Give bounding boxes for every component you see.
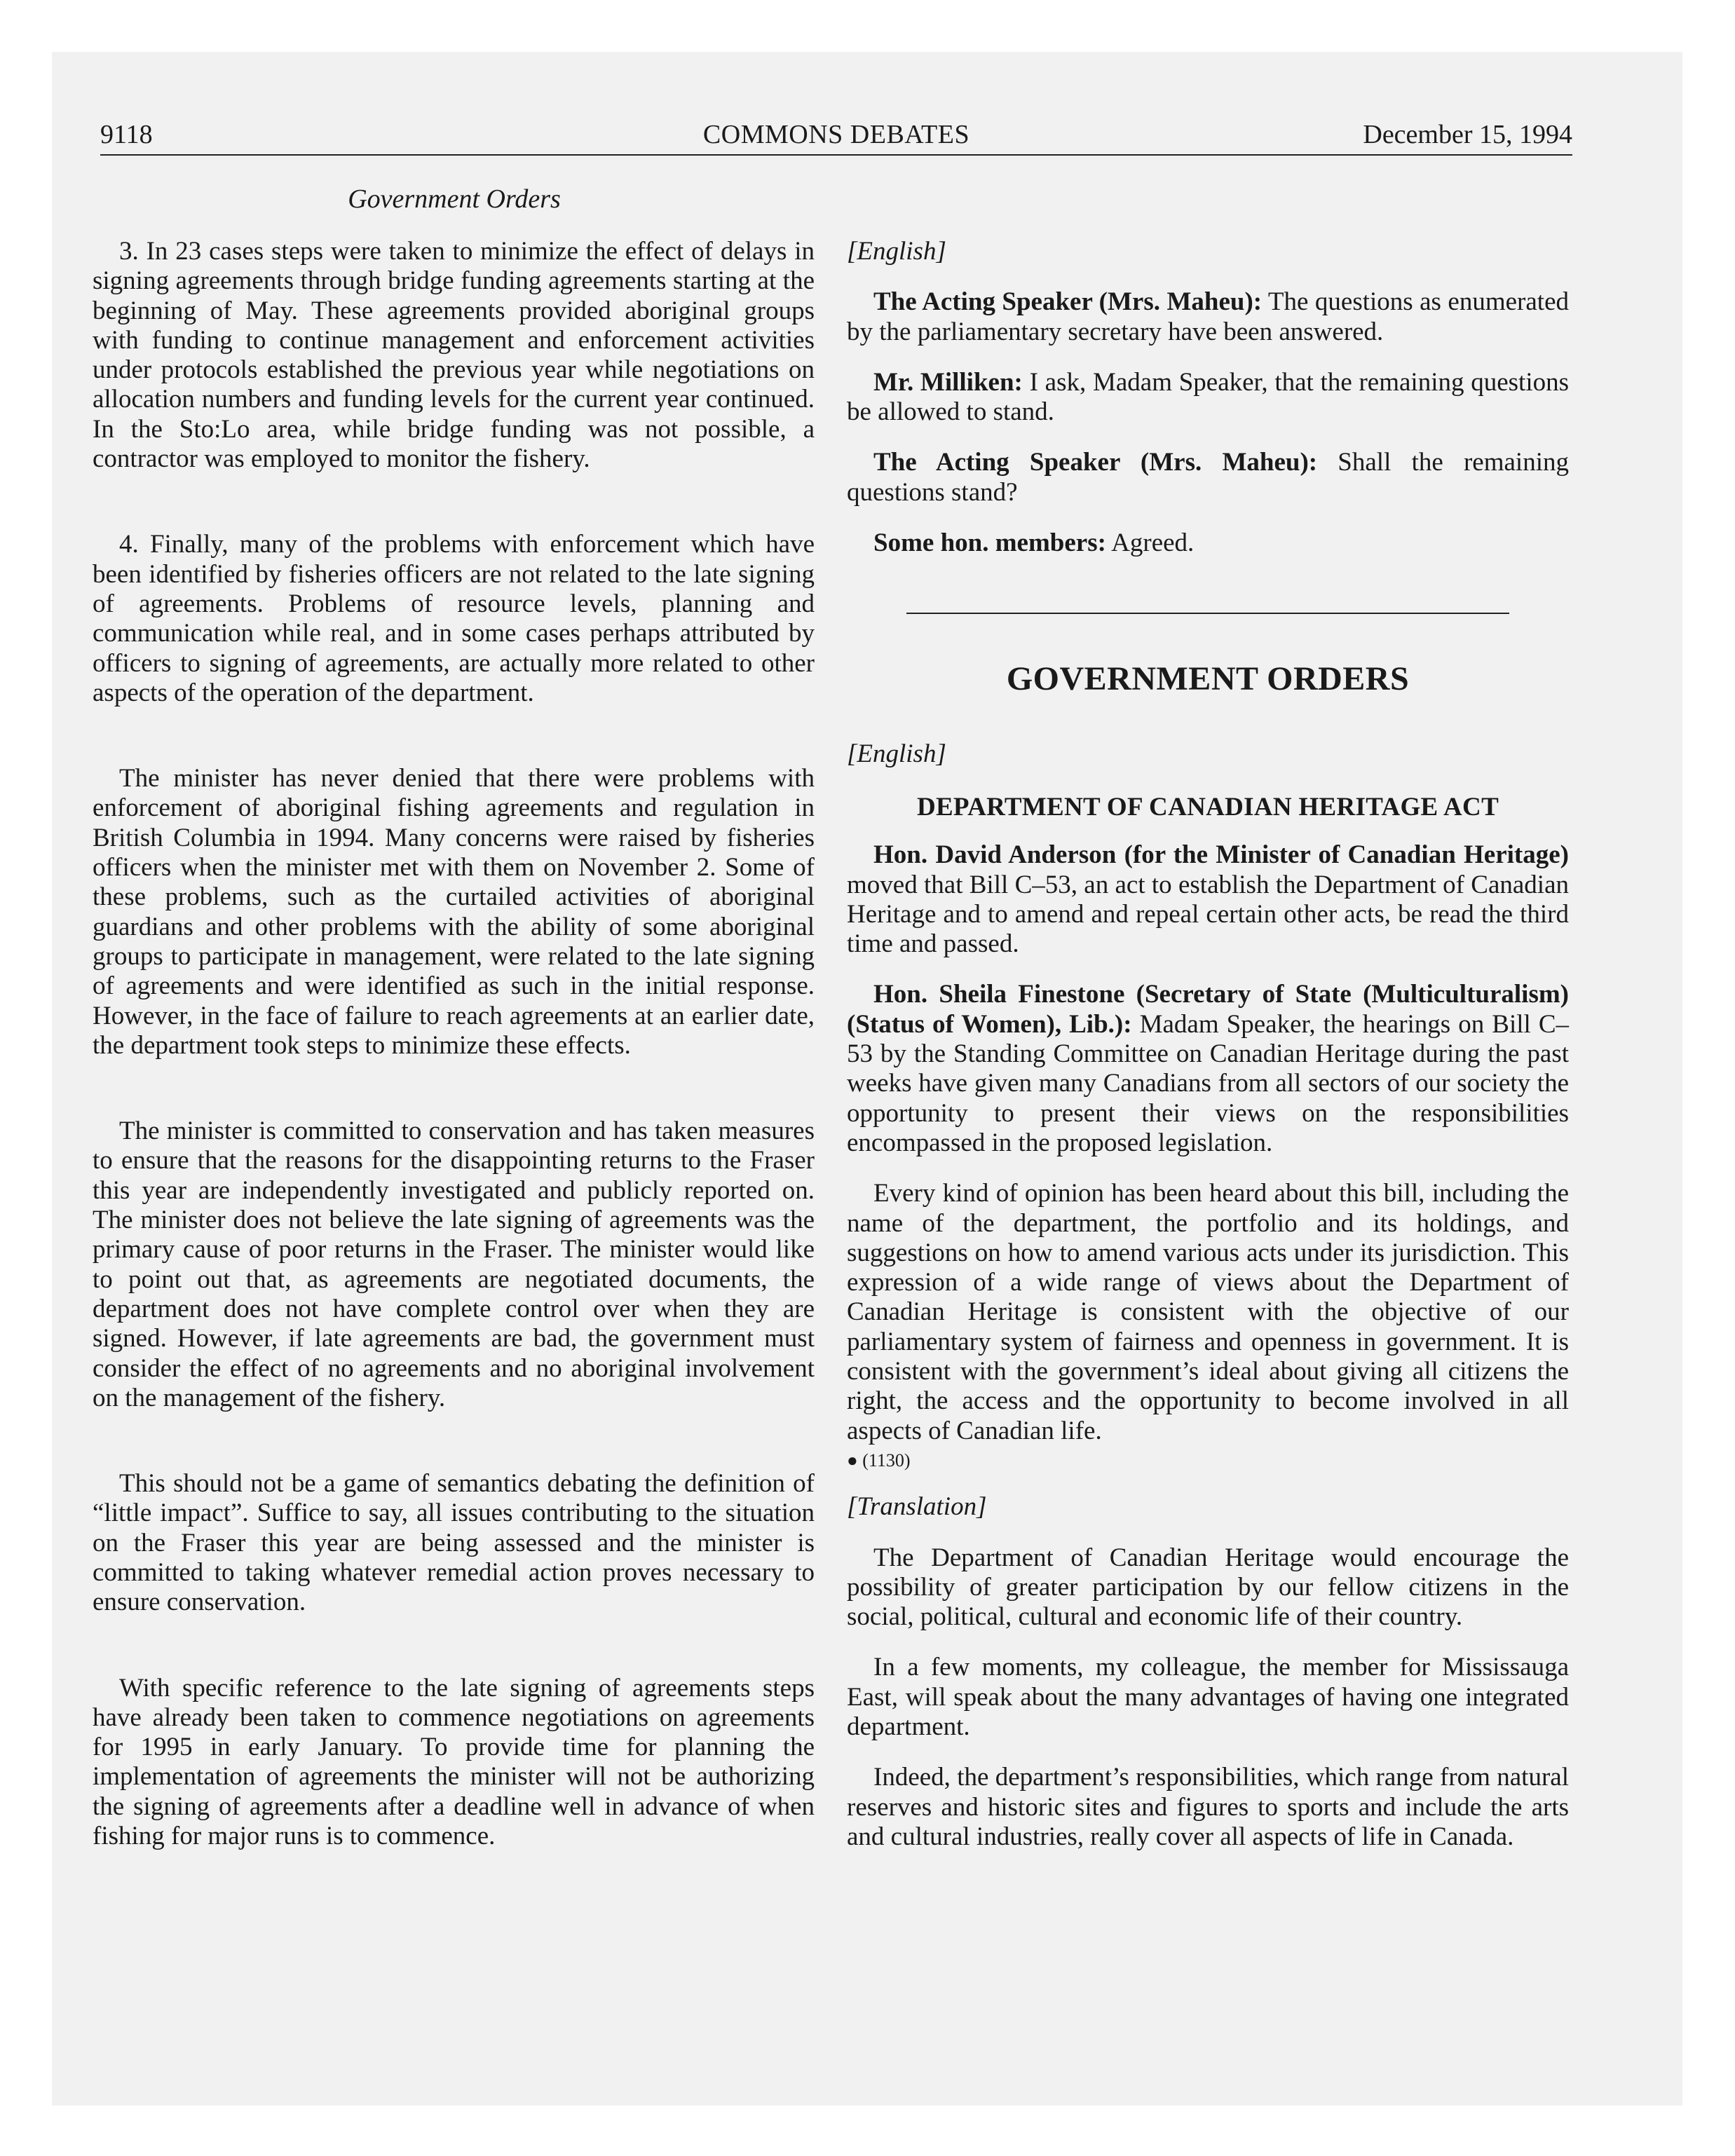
- header-rule: [100, 154, 1572, 156]
- paragraph: The Department of Canadian Heritage would encourage the possibility of greater participation by our fellow citizens in the social, political, cultural and economic life of their country.: [847, 1543, 1569, 1632]
- speech-text: Agreed.: [1105, 528, 1195, 558]
- speech-paragraph: [847, 448, 1569, 507]
- speech-text: The questions as enumerated by the parliamentary secretary have been answered.: [847, 287, 1569, 346]
- speaker-name: Hon. Sheila Finestone (Secretary of State (Multiculturalism) (Status of Women), Lib.):: [847, 980, 1569, 1039]
- speaker-name: The Acting Speaker (Mrs. Maheu):: [873, 287, 1263, 317]
- speech-text: Madam Speaker, the hearings on Bill C–53 by the Standing Committee on Canadian Heritage during the past weeks have given many Canadians from all sectors of our society the opportunity to present their views on the responsibilities encompassed in the proposed legislation.: [847, 1009, 1570, 1157]
- paragraph: In a few moments, my colleague, the member for Mississauga East, will speak about the many advantages of having one integrated department.: [847, 1653, 1569, 1741]
- paragraph: Indeed, the department’s responsibilities, which range from natural reserves and historic sites and figures to sports and include the arts and cultural industries, really cover all aspects of life in Canada.: [847, 1763, 1569, 1851]
- speech-paragraph: [847, 840, 1569, 959]
- section-heading: Government Orders: [348, 184, 561, 214]
- section-divider: [906, 613, 1509, 614]
- speaker-name: Some hon. members:: [873, 528, 1106, 558]
- language-tag: [English]: [847, 237, 946, 266]
- publication-date: December 15, 1994: [1363, 120, 1572, 149]
- language-tag: [English]: [847, 739, 946, 768]
- paragraph: The minister has never denied that there were problems with enforcement of aboriginal fishing agreements and regulation in British Columbia in 1994. Many concerns were raised by fisheries officers when the minister met with them on November 2. Some of these problems, such as the curtailed activities of aboriginal guardians and other problems with the ability of some aboriginal groups to participate in management, were related to the late signing of agreements and were identified as such in the initial response. However, in the face of failure to reach agreements at an earlier date, the department took steps to minimize these effects.: [93, 764, 815, 1060]
- paragraph: With specific reference to the late signing of agreements steps have already been taken to commence negotiations on agreements for 1995 in early January. To provide time for planning the implementation of agreements the minister will not be authorizing the signing of agreements after a deadline well in advance of when fishing for major runs is to commence.: [93, 1673, 815, 1851]
- bullet-icon: ●: [847, 1449, 858, 1471]
- paragraph: Every kind of opinion has been heard about this bill, including the name of the department, the portfolio and its holdings, and suggestions on how to amend various acts under its jurisdiction. This expression of a wide range of views about the Department of Canadian Heritage is consistent with the objective of our parliamentary system of fairness and openness in government. It is consistent with the government’s ideal about giving all citizens the right, the access and the opportunity to become involved in all aspects of Canadian life.: [847, 1179, 1569, 1445]
- right-column: [847, 237, 1569, 1852]
- publication-title: COMMONS DEBATES: [702, 120, 970, 149]
- page-header: [100, 119, 1572, 157]
- main-heading: GOVERNMENT ORDERS: [1006, 660, 1410, 698]
- time-marker: [847, 1446, 1569, 1475]
- speech-text: moved that Bill C–53, an act to establish the Department of Canadian Heritage and to amend and repeal certain other acts, be read the third time and passed.: [847, 870, 1569, 959]
- speech-text: Shall the remaining questions stand?: [847, 448, 1569, 507]
- act-heading: DEPARTMENT OF CANADIAN HERITAGE ACT: [916, 792, 1499, 821]
- speech-paragraph: [847, 528, 1569, 558]
- speech-paragraph: [847, 287, 1569, 347]
- speaker-name: Hon. David Anderson (for the Minister of Canadian Heritage): [873, 840, 1569, 870]
- speech-paragraph: [847, 368, 1569, 428]
- speaker-name: Mr. Milliken:: [873, 367, 1023, 397]
- page-number: 9118: [100, 120, 153, 149]
- paragraph: 4. Finally, many of the problems with enforcement which have been identified by fisheries officers are not related to the late signing of agreements. Problems of resource levels, planning and communication while real, and in some cases perhaps attributed by officers to signing of agreements, are actually more related to other aspects of the operation of the department.: [93, 530, 815, 707]
- paragraph: This should not be a game of semantics debating the definition of “little impact”. Suffice to say, all issues contributing to the situation on the Fraser this year are being assessed and the minister is committed to taking whatever remedial action proves necessary to ensure conservation.: [93, 1469, 815, 1617]
- time-marker-text: (1130): [862, 1449, 911, 1471]
- paragraph: 3. In 23 cases steps were taken to minimize the effect of delays in signing agreements through bridge funding agreements starting at the beginning of May. These agreements provided aboriginal groups with funding to continue management and enforcement activities under protocols established the previous year while negotiations on allocation numbers and funding levels for the current year continued. In the Sto:Lo area, while bridge funding was not possible, a contractor was employed to monitor the fishery.: [93, 237, 815, 474]
- language-tag: [Translation]: [847, 1492, 987, 1522]
- speech-text: I ask, Madam Speaker, that the remaining questions be allowed to stand.: [847, 367, 1570, 427]
- left-column: [93, 237, 815, 1851]
- paragraph: The minister is committed to conservation and has taken measures to ensure that the reasons for the disappointing returns to the Fraser this year are independently investigated and publicly reported on. The minister does not believe the late signing of agreements was the primary cause of poor returns in the Fraser. The minister would like to point out that, as agreements are negotiated documents, the department does not have complete control over when they are signed. However, if late agreements are bad, the government must consider the effect of no agreements and no aboriginal involvement on the management of the fishery.: [93, 1117, 815, 1412]
- speaker-name: The Acting Speaker (Mrs. Maheu):: [873, 448, 1318, 477]
- speech-paragraph: [847, 980, 1569, 1158]
